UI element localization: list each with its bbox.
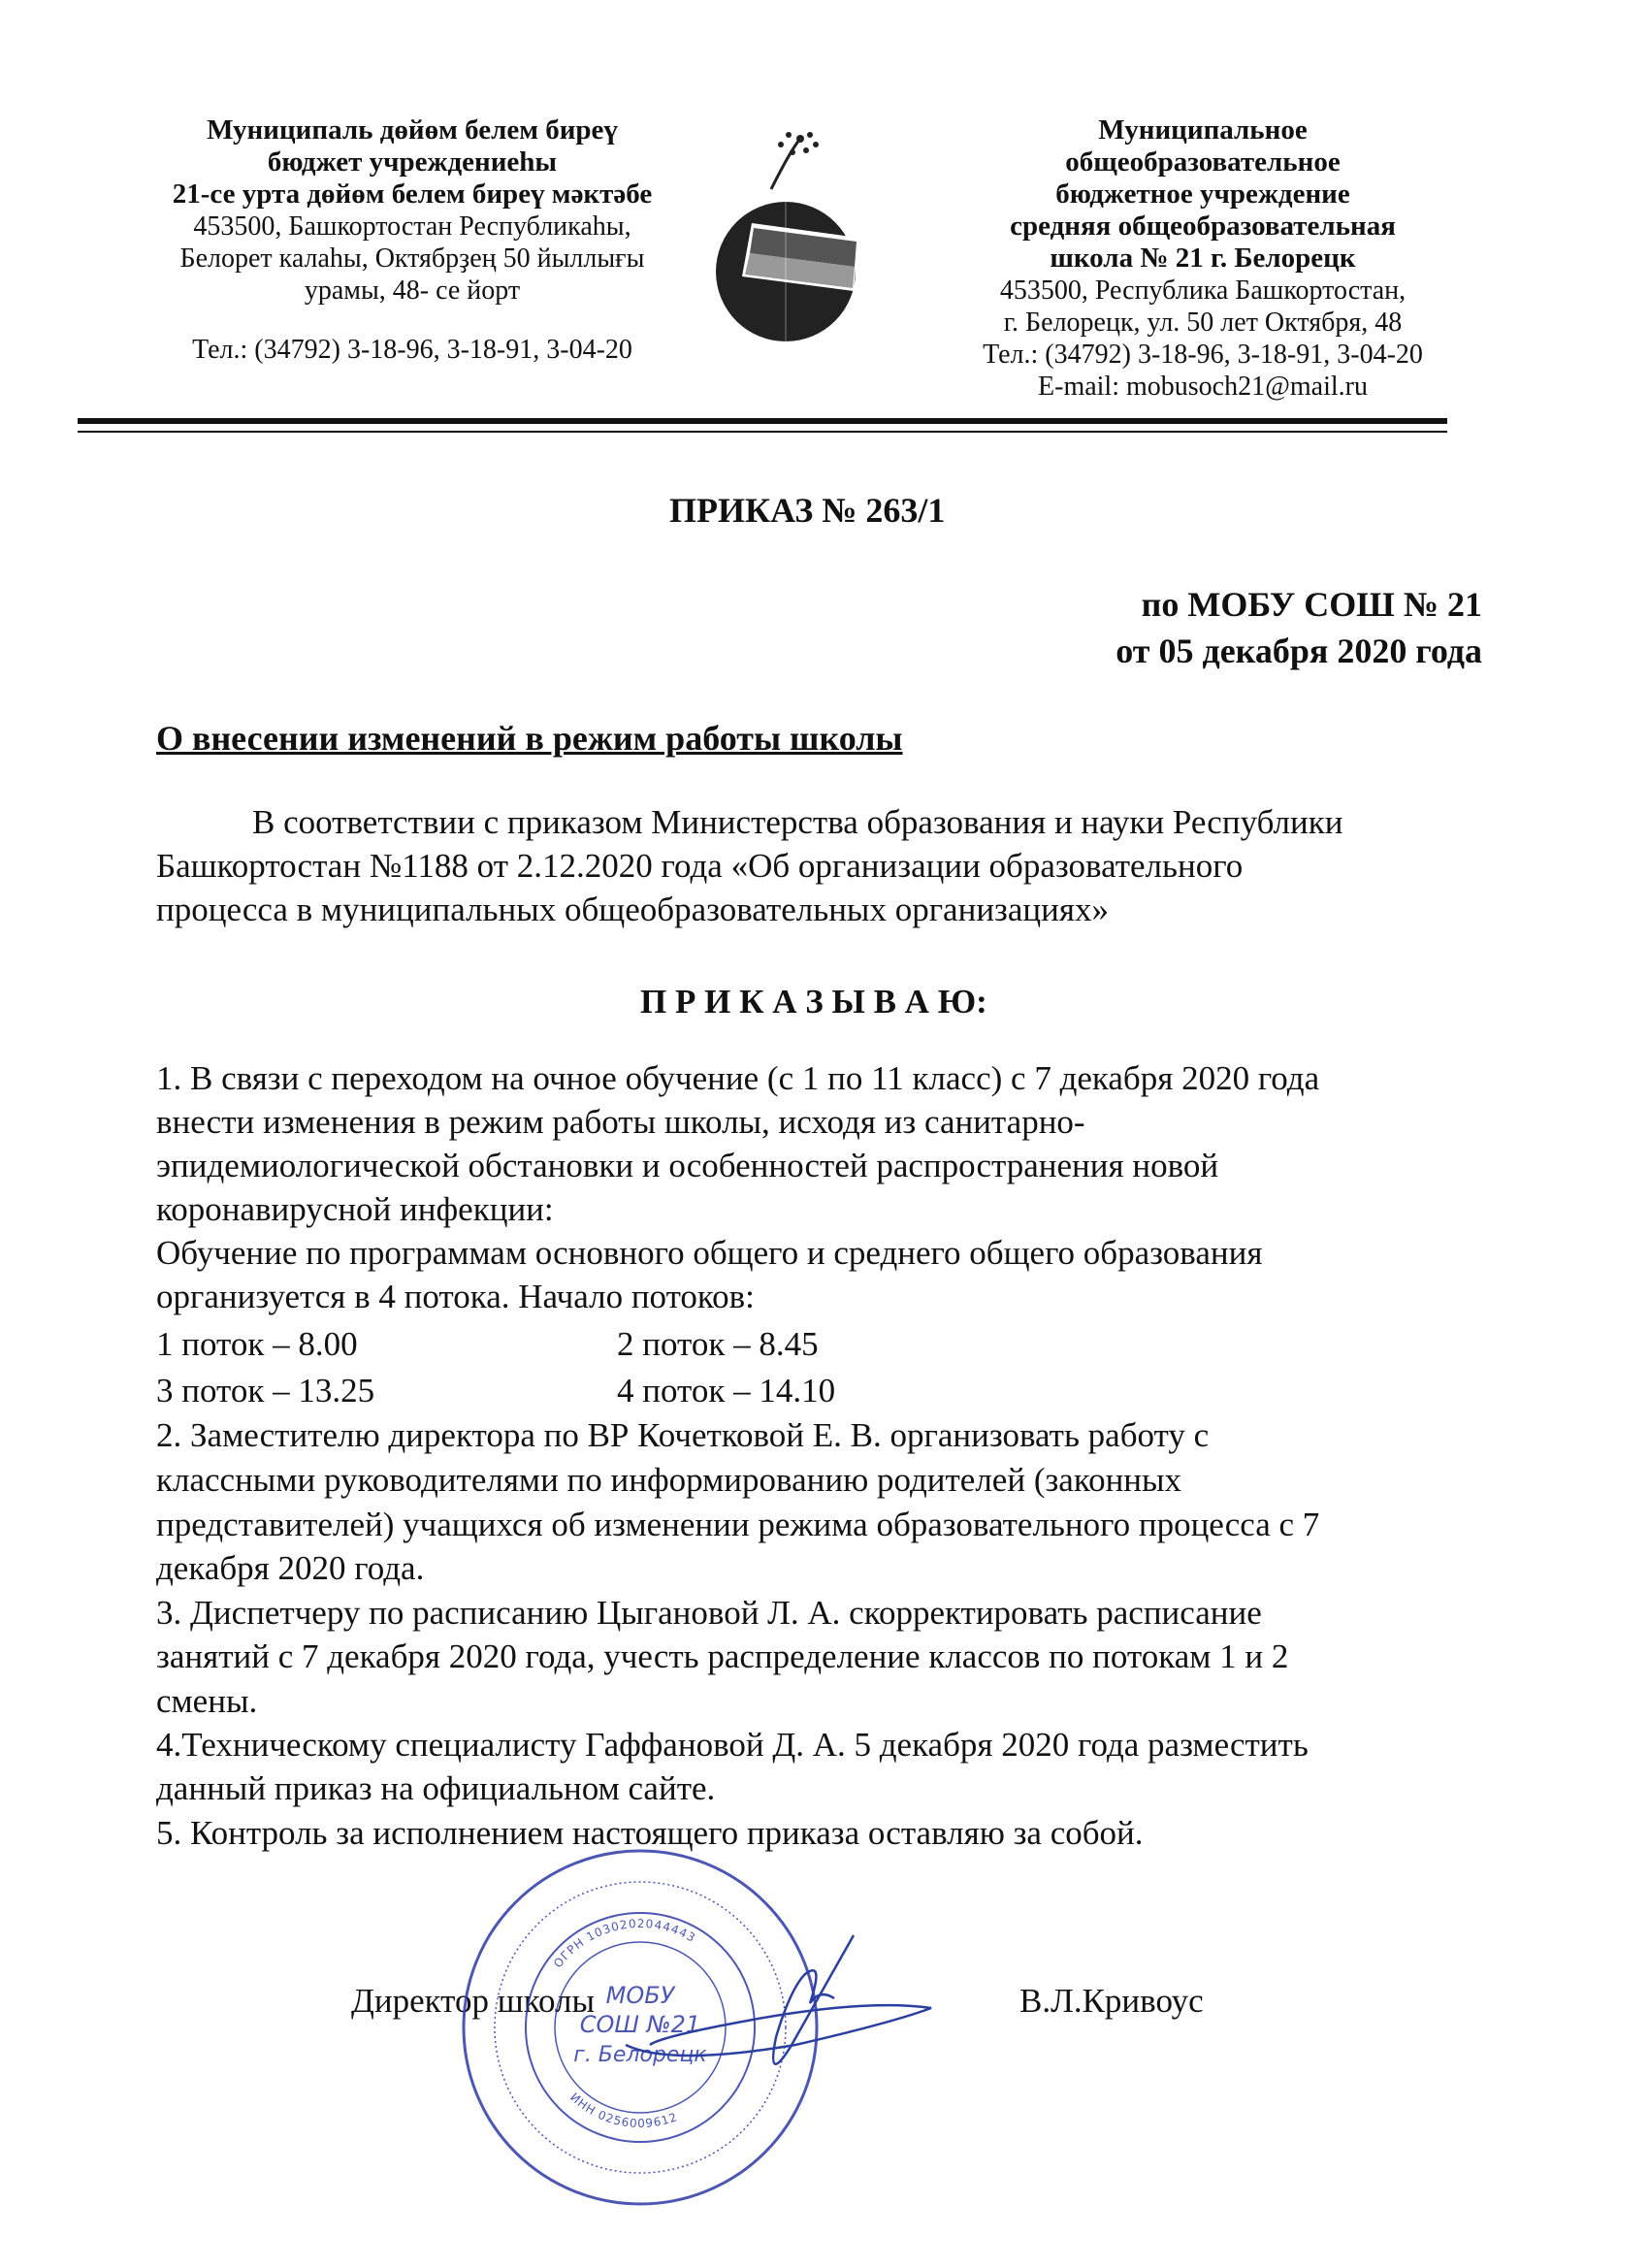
header-right-line: 453500, Республика Башкортостан, xyxy=(999,275,1406,306)
header-left-line: 453500, Башкортостан Республикаһы, xyxy=(193,211,631,242)
header-right-line: Муниципальное xyxy=(1098,114,1308,146)
decree-heading: П Р И К А З Ы В А Ю: xyxy=(640,983,987,1021)
preamble-line: Башкортостан №1188 от 2.12.2020 года «Об организации образовательного xyxy=(156,847,1244,885)
body-line: 5. Контроль за исполнением настоящего приказа оставляю за собой. xyxy=(156,1814,1144,1852)
school-logo xyxy=(713,131,868,354)
body-line: 3. Диспетчеру по расписанию Цыгановой Л. А. скорректировать расписание xyxy=(156,1594,1262,1632)
order-date: от 05 декабря 2020 года xyxy=(1116,632,1482,670)
body-line: декабря 2020 года. xyxy=(156,1549,425,1587)
stream-1: 1 поток – 8.00 xyxy=(156,1325,358,1363)
stamp-center-line: г. Белорецк xyxy=(573,2043,707,2067)
body-line: коронавирусной инфекции: xyxy=(156,1190,554,1228)
order-org: по МОБУ СОШ № 21 xyxy=(1141,585,1482,624)
header-left-line: бюджет учреждениеһы xyxy=(267,146,558,178)
header-divider-thin xyxy=(78,431,1447,433)
header-left-line: Белорет калаһы, Октябрҙең 50 йыллығы xyxy=(179,243,645,274)
stream-3: 3 поток – 13.25 xyxy=(156,1372,375,1409)
header-right-line: школа № 21 г. Белорецк xyxy=(1050,243,1356,274)
header-right-line: г. Белорецк, ул. 50 лет Октября, 48 xyxy=(1003,308,1403,338)
body-line: классными руководителями по информированию родителей (законных xyxy=(156,1461,1182,1499)
signature-position: Директор школы xyxy=(351,1982,595,2020)
stream-4: 4 поток – 14.10 xyxy=(617,1372,836,1409)
body-line: Обучение по программам основного общего и среднего общего образования xyxy=(156,1234,1263,1272)
header-left-line: Муниципаль дөйөм белем биреү xyxy=(207,114,618,146)
header-left-phone: Тел.: (34792) 3-18-96, 3-18-91, 3-04-20 xyxy=(192,335,632,365)
header-left-line: урамы, 48- се йорт xyxy=(304,275,521,306)
signature-name: В.Л.Кривоус xyxy=(1019,1982,1204,2020)
body-line: 2. Заместителю директора по ВР Кочетковой Е. В. организовать работу с xyxy=(156,1416,1210,1454)
body-line: 1. В связи с переходом на очное обучение (с 1 по 11 класс) с 7 декабря 2020 года xyxy=(156,1059,1320,1097)
header-right-line: общеобразовательное xyxy=(1065,146,1341,178)
header-right xyxy=(970,114,1436,403)
header-left-line: 21-се урта дөйөм белем биреү мәктәбе xyxy=(172,178,653,210)
stamp-ogrn: ОГРН 1030202044443 xyxy=(550,1916,698,1971)
header-right-line: бюджетное учреждение xyxy=(1055,178,1350,210)
body-line: организуется в 4 потока. Начало потоков: xyxy=(156,1278,755,1315)
header-left xyxy=(131,114,694,366)
body-line: 4.Техническому специалисту Гаффановой Д. А. 5 декабря 2020 года разместить xyxy=(156,1726,1309,1764)
stamp-center-line: МОБУ xyxy=(605,1982,675,2009)
preamble-line: В соответствии с приказом Министерства образования и науки Республики xyxy=(252,803,1343,841)
stream-2: 2 поток – 8.45 xyxy=(617,1325,819,1363)
header-right-line: Тел.: (34792) 3-18-96, 3-18-91, 3-04-20 xyxy=(983,340,1423,370)
body-line: занятий с 7 декабря 2020 года, учесть распределение классов по потокам 1 и 2 xyxy=(156,1637,1289,1675)
body-line: представителей) учащихся об изменении режима образовательного процесса с 7 xyxy=(156,1506,1320,1543)
order-title: ПРИКАЗ № 263/1 xyxy=(669,491,946,530)
handwritten-signature xyxy=(621,1930,941,2086)
body-line: внести изменения в режим работы школы, исходя из санитарно- xyxy=(156,1103,1085,1141)
stamp-inn: ИНН 0256009612 xyxy=(567,2090,680,2131)
header-divider-thick xyxy=(78,418,1447,424)
header-right-email: E-mail: mobusoch21@mail.ru xyxy=(1038,372,1368,402)
order-subject: О внесении изменений в режим работы школы xyxy=(156,719,903,758)
body-line: данный приказ на официальном сайте. xyxy=(156,1769,716,1807)
preamble-line: процесса в муниципальных общеобразовательных организациях» xyxy=(156,891,1109,928)
header-right-line: средняя общеобразовательная xyxy=(1010,211,1396,242)
stamp-center-line: СОШ №21 xyxy=(579,2011,701,2038)
body-line: смены. xyxy=(156,1682,258,1720)
body-line: эпидемиологической обстановки и особенностей распространения новой xyxy=(156,1147,1219,1184)
